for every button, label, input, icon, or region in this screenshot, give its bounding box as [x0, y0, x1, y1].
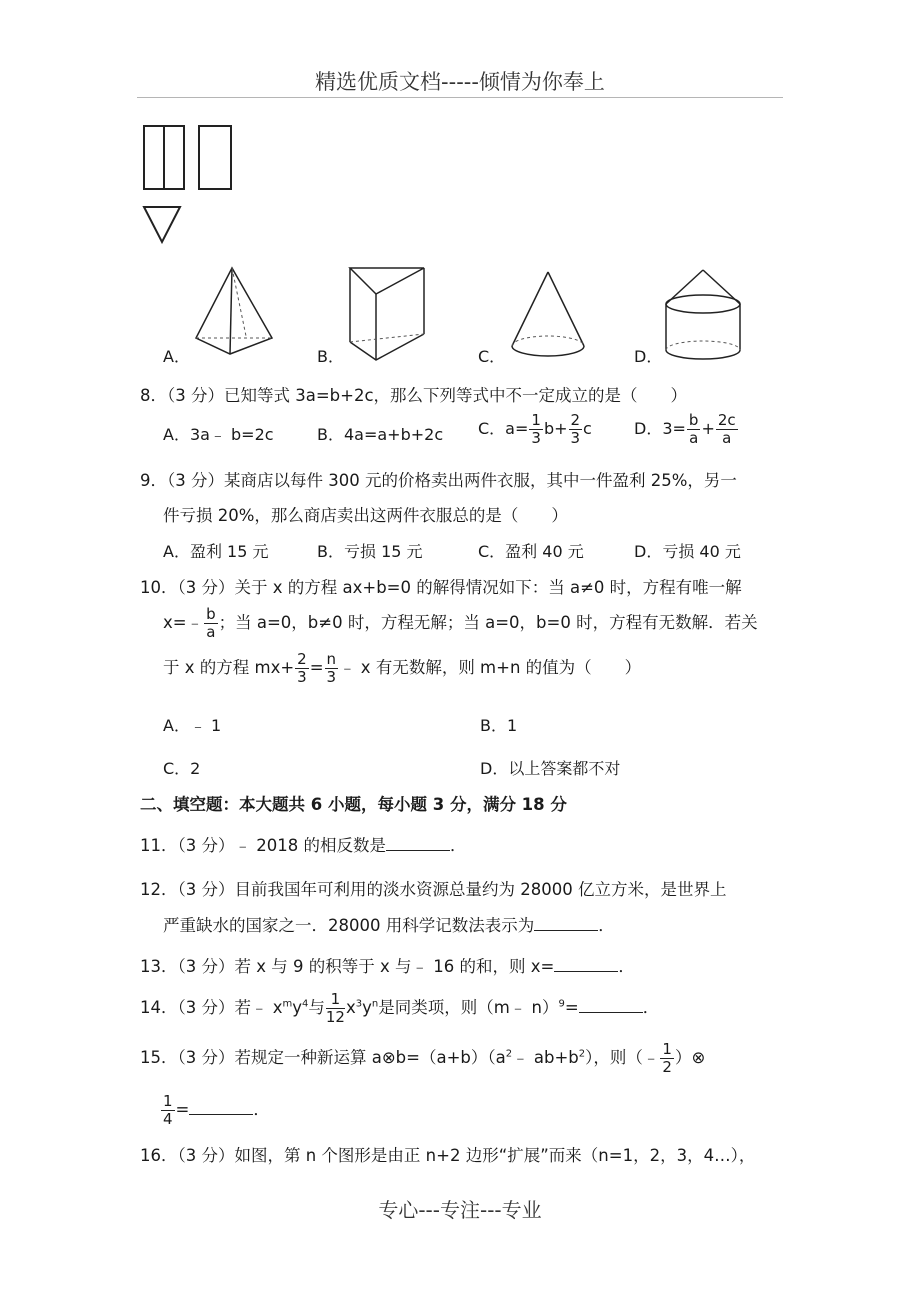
question-12-line-2 [163, 916, 615, 936]
q10-line3-pre: 于 x 的方程 mx+ [163, 658, 295, 677]
solid-cone-figure [508, 270, 588, 362]
fraction: $\frac{2}{3}$ [570, 411, 581, 447]
fraction: $\frac{n}{3}$ [326, 650, 337, 686]
question-10-line-1: 10．（3 分）关于 x 的方程 ax+b=0 的解得情况如下：当 a≠0 时，方程有唯一解 [140, 578, 742, 597]
q13-text: 13．（3 分）若 x 与 9 的积等于 x 与﹣ 16 的和，则 x= [140, 957, 555, 976]
fraction: $\frac{2c}{a}$ [717, 411, 736, 447]
q8-option-a: A．3a﹣ b=2c [163, 425, 274, 444]
q10-line2-post: ；当 a=0，b≠0 时，方程无解；当 a=0，b=0 时，方程有无数解．若关 [218, 613, 758, 632]
q14-pre: 14．（3 分）若﹣ x [140, 998, 283, 1017]
q14-end: ． [642, 998, 660, 1017]
q8-d-mid: + [701, 419, 715, 438]
q9-option-c: C．盈利 40 元 [478, 542, 584, 561]
q8-c-end: c [583, 419, 592, 438]
section-2-heading: 二、填空题：本大题共 6 小题，每小题 3 分，满分 18 分 [140, 795, 567, 814]
figure-option-d: D． [634, 347, 663, 366]
answer-blank [189, 1100, 253, 1115]
question-9-line-2: 件亏损 20%，那么商店卖出这两件衣服总的是（ ） [163, 506, 568, 525]
q9-option-d: D．亏损 40 元 [634, 542, 741, 561]
page-header: 精选优质文档-----倾情为你奉上 [315, 70, 605, 94]
fraction: $\frac{1}{2}$ [662, 1040, 672, 1076]
solid-cone-cylinder-figure [662, 268, 744, 364]
header-divider [137, 97, 783, 98]
q10-option-d: D．以上答案都不对 [480, 759, 621, 778]
answer-blank [534, 916, 598, 931]
exponent: 4 [302, 998, 309, 1010]
figure-option-b: B． [317, 347, 344, 366]
fraction: $\frac{b}{a}$ [688, 411, 699, 447]
question-10-line-3 [163, 652, 641, 685]
three-view-figure [140, 124, 240, 248]
q15-eq: = [175, 1100, 190, 1119]
q14-x: x [345, 998, 356, 1017]
q9-option-b: B．亏损 15 元 [317, 542, 423, 561]
question-12-line-1: 12．（3 分）目前我国年可利用的淡水资源总量约为 28000 亿立方米，是世界上 [140, 880, 727, 899]
exponent: 2 [505, 1048, 513, 1060]
question-15-line-2 [160, 1094, 270, 1127]
question-16-line-1: 16．（3 分）如图，第 n 个图形是由正 n+2 边形“扩展”而来（n=1，2，3，4…）， [140, 1146, 756, 1165]
q8-c-mid: b+ [543, 419, 568, 438]
q10-option-c: C．2 [163, 759, 201, 778]
exponent: m [282, 998, 293, 1010]
q15-pre: 15．（3 分）若规定一种新运算 a⊗b=（a+b）（a [140, 1048, 506, 1067]
q8-option-d [634, 413, 739, 446]
q10-option-a: A．﹣ 1 [163, 716, 222, 735]
q10-option-b: B．1 [480, 716, 518, 735]
q11-text: 11．（3 分）﹣ 2018 的相反数是 [140, 836, 386, 855]
q15-mid2: ），则（﹣ [585, 1048, 660, 1067]
q8-option-c [478, 413, 592, 446]
q14-mid: 是同类项，则（m﹣ n） [378, 998, 559, 1017]
answer-blank [386, 836, 450, 851]
q15-mid: ﹣ ab+b [512, 1048, 579, 1067]
exponent: 2 [578, 1048, 586, 1060]
q8-d-label: D．3= [634, 419, 686, 438]
question-8: 8．（3 分）已知等式 3a=b+2c，那么下列等式中不一定成立的是（ ） [140, 386, 688, 405]
question-11 [140, 836, 466, 856]
q8-option-b: B．4a=a+b+2c [317, 425, 444, 444]
question-10-line-2 [163, 607, 758, 640]
q9-option-a: A．盈利 15 元 [163, 542, 269, 561]
q10-line2-pre: x=﹣ [163, 613, 204, 632]
q15-end: ）⊗ [674, 1048, 706, 1067]
q13-end: ． [618, 957, 635, 976]
fraction: $\frac{1}{4}$ [163, 1092, 173, 1128]
q14-eq: = [564, 998, 579, 1017]
exponent: 3 [355, 998, 363, 1010]
q10-line3-post: ﹣ x 有无数解，则 m+n 的值为（ ） [339, 658, 642, 677]
question-15-line-1 [140, 1042, 705, 1075]
question-9-line-1: 9．（3 分）某商店以每件 300 元的价格卖出两件衣服，其中一件盈利 25%，另一 [140, 471, 737, 490]
answer-blank [579, 998, 643, 1013]
figure-option-a: A． [163, 347, 190, 366]
solid-pyramid-figure [190, 266, 280, 358]
exponent: 9 [558, 998, 565, 1010]
question-13 [140, 957, 635, 977]
fraction: $\frac{1}{12}$ [325, 990, 345, 1026]
fraction: $\frac{b}{a}$ [206, 605, 216, 641]
q14-yu: 与 [308, 998, 325, 1017]
q12-text: 严重缺水的国家之一．28000 用科学记数法表示为 [163, 916, 535, 935]
q8-c-label: C．a= [478, 419, 529, 438]
q15-line2-end: ． [253, 1100, 270, 1119]
question-14 [140, 992, 659, 1025]
exponent: n [371, 998, 379, 1010]
figure-option-c: C． [478, 347, 506, 366]
page-footer: 专心---专注---专业 [378, 1198, 542, 1222]
q12-end: ． [598, 916, 615, 935]
q10-line3-mid: = [309, 658, 324, 677]
q14-y2: y [362, 998, 372, 1017]
fraction: $\frac{1}{3}$ [531, 411, 541, 447]
q14-y: y [292, 998, 303, 1017]
solid-prism-figure [346, 264, 428, 362]
answer-blank [554, 957, 618, 972]
fraction: $\frac{2}{3}$ [297, 650, 307, 686]
q11-end: ． [449, 836, 467, 855]
